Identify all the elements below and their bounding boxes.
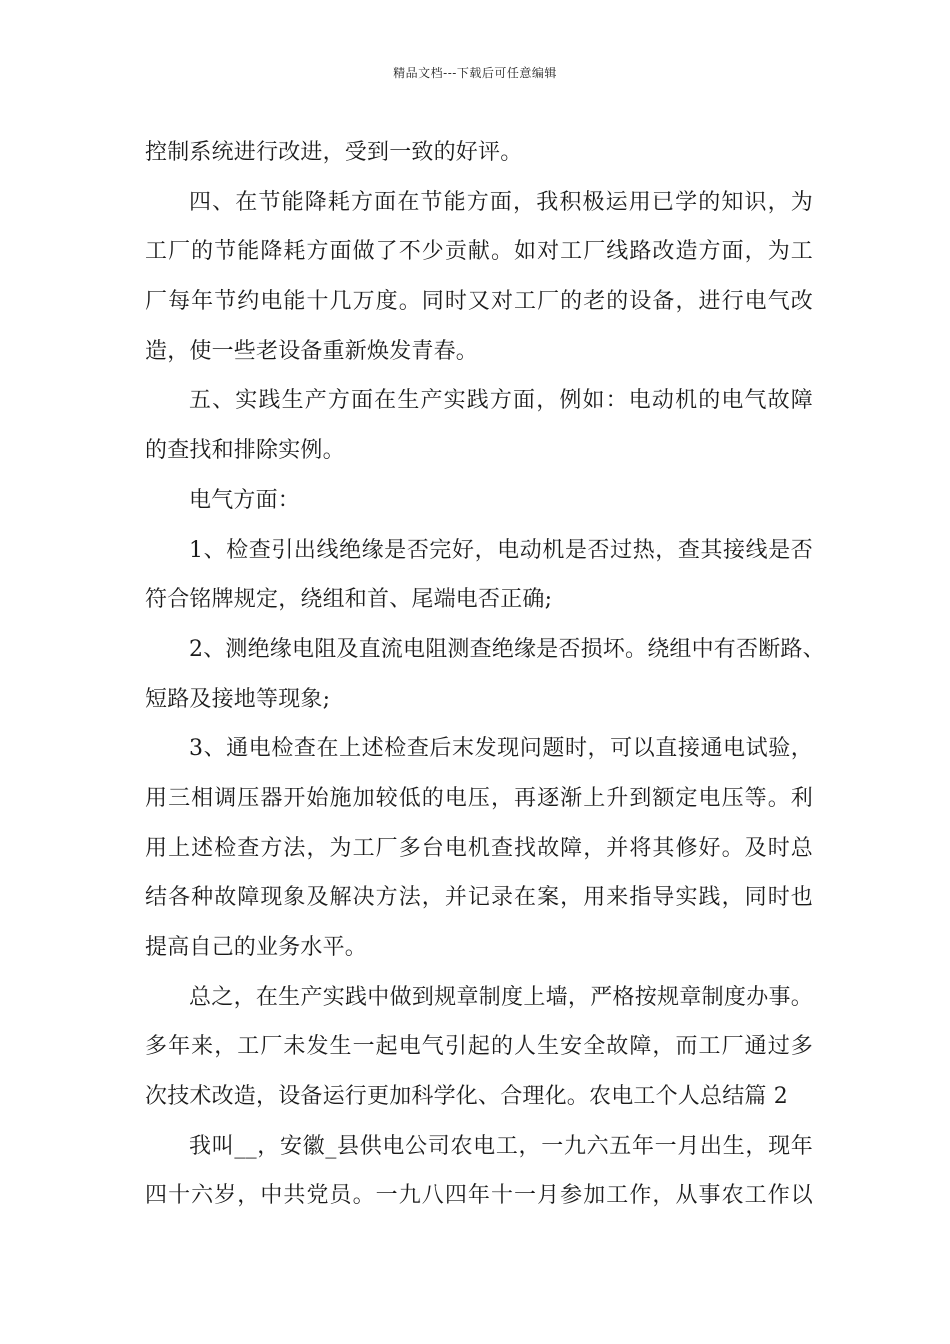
text-line: 控制系统进行改进，受到一致的好评。 <box>145 140 523 165</box>
page-header: 精品文档---下载后可任意编辑 <box>393 66 557 80</box>
text-line: 短路及接地等现象; <box>145 686 331 712</box>
text-line: 造，使一些老设备重新焕发青春。 <box>145 338 479 364</box>
text-line: 用上述检查方法，为工厂多台电机查找故障，并将其修好。及时总 <box>145 835 813 861</box>
text-line: 我叫__，安徽_县供电公司农电工，一九六五年一月出生，现年 <box>189 1133 813 1159</box>
text-line: 的查找和排除实例。 <box>145 438 345 464</box>
text-line: 用三相调压器开始施加较低的电压，再逐渐上升到额定电压等。利 <box>145 785 813 811</box>
text-line: 次技术改造，设备运行更加科学化、合理化。农电工个人总结篇 2 <box>145 1084 788 1110</box>
text-line: 四十六岁，中共党员。一九八四年十一月参加工作，从事农工作以 <box>145 1183 813 1209</box>
text-line: 2、测绝缘电阻及直流电阻测查绝缘是否损坏。绕组中有否断路、 <box>189 636 825 662</box>
text-line: 电气方面： <box>189 487 301 513</box>
text-line: 1、检查引出线绝缘是否完好，电动机是否过热，查其接线是否 <box>189 537 813 563</box>
document-body <box>145 128 825 1221</box>
text-line: 总之，在生产实践中做到规章制度上墙，严格按规章制度办事。 <box>189 984 813 1010</box>
text-line: 厂每年节约电能十几万度。同时又对工厂的老的设备，进行电气改 <box>145 289 813 315</box>
text-line: 多年来，工厂未发生一起电气引起的人生安全故障，而工厂通过多 <box>145 1034 813 1060</box>
text-line: 五、实践生产方面在生产实践方面，例如：电动机的电气故障 <box>189 388 813 414</box>
text-line: 符合铭牌规定，绕组和首、尾端电否正确; <box>145 587 553 613</box>
text-line: 结各种故障现象及解决方法，并记录在案，用来指导实践，同时也 <box>145 885 813 911</box>
text-line: 3、通电检查在上述检查后末发现问题时，可以直接通电试验， <box>189 736 813 762</box>
text-line: 工厂的节能降耗方面做了不少贡献。如对工厂线路改造方面，为工 <box>145 239 813 265</box>
text-line: 四、在节能降耗方面在节能方面，我积极运用已学的知识，为 <box>189 189 813 215</box>
text-line: 提高自己的业务水平。 <box>145 935 368 960</box>
